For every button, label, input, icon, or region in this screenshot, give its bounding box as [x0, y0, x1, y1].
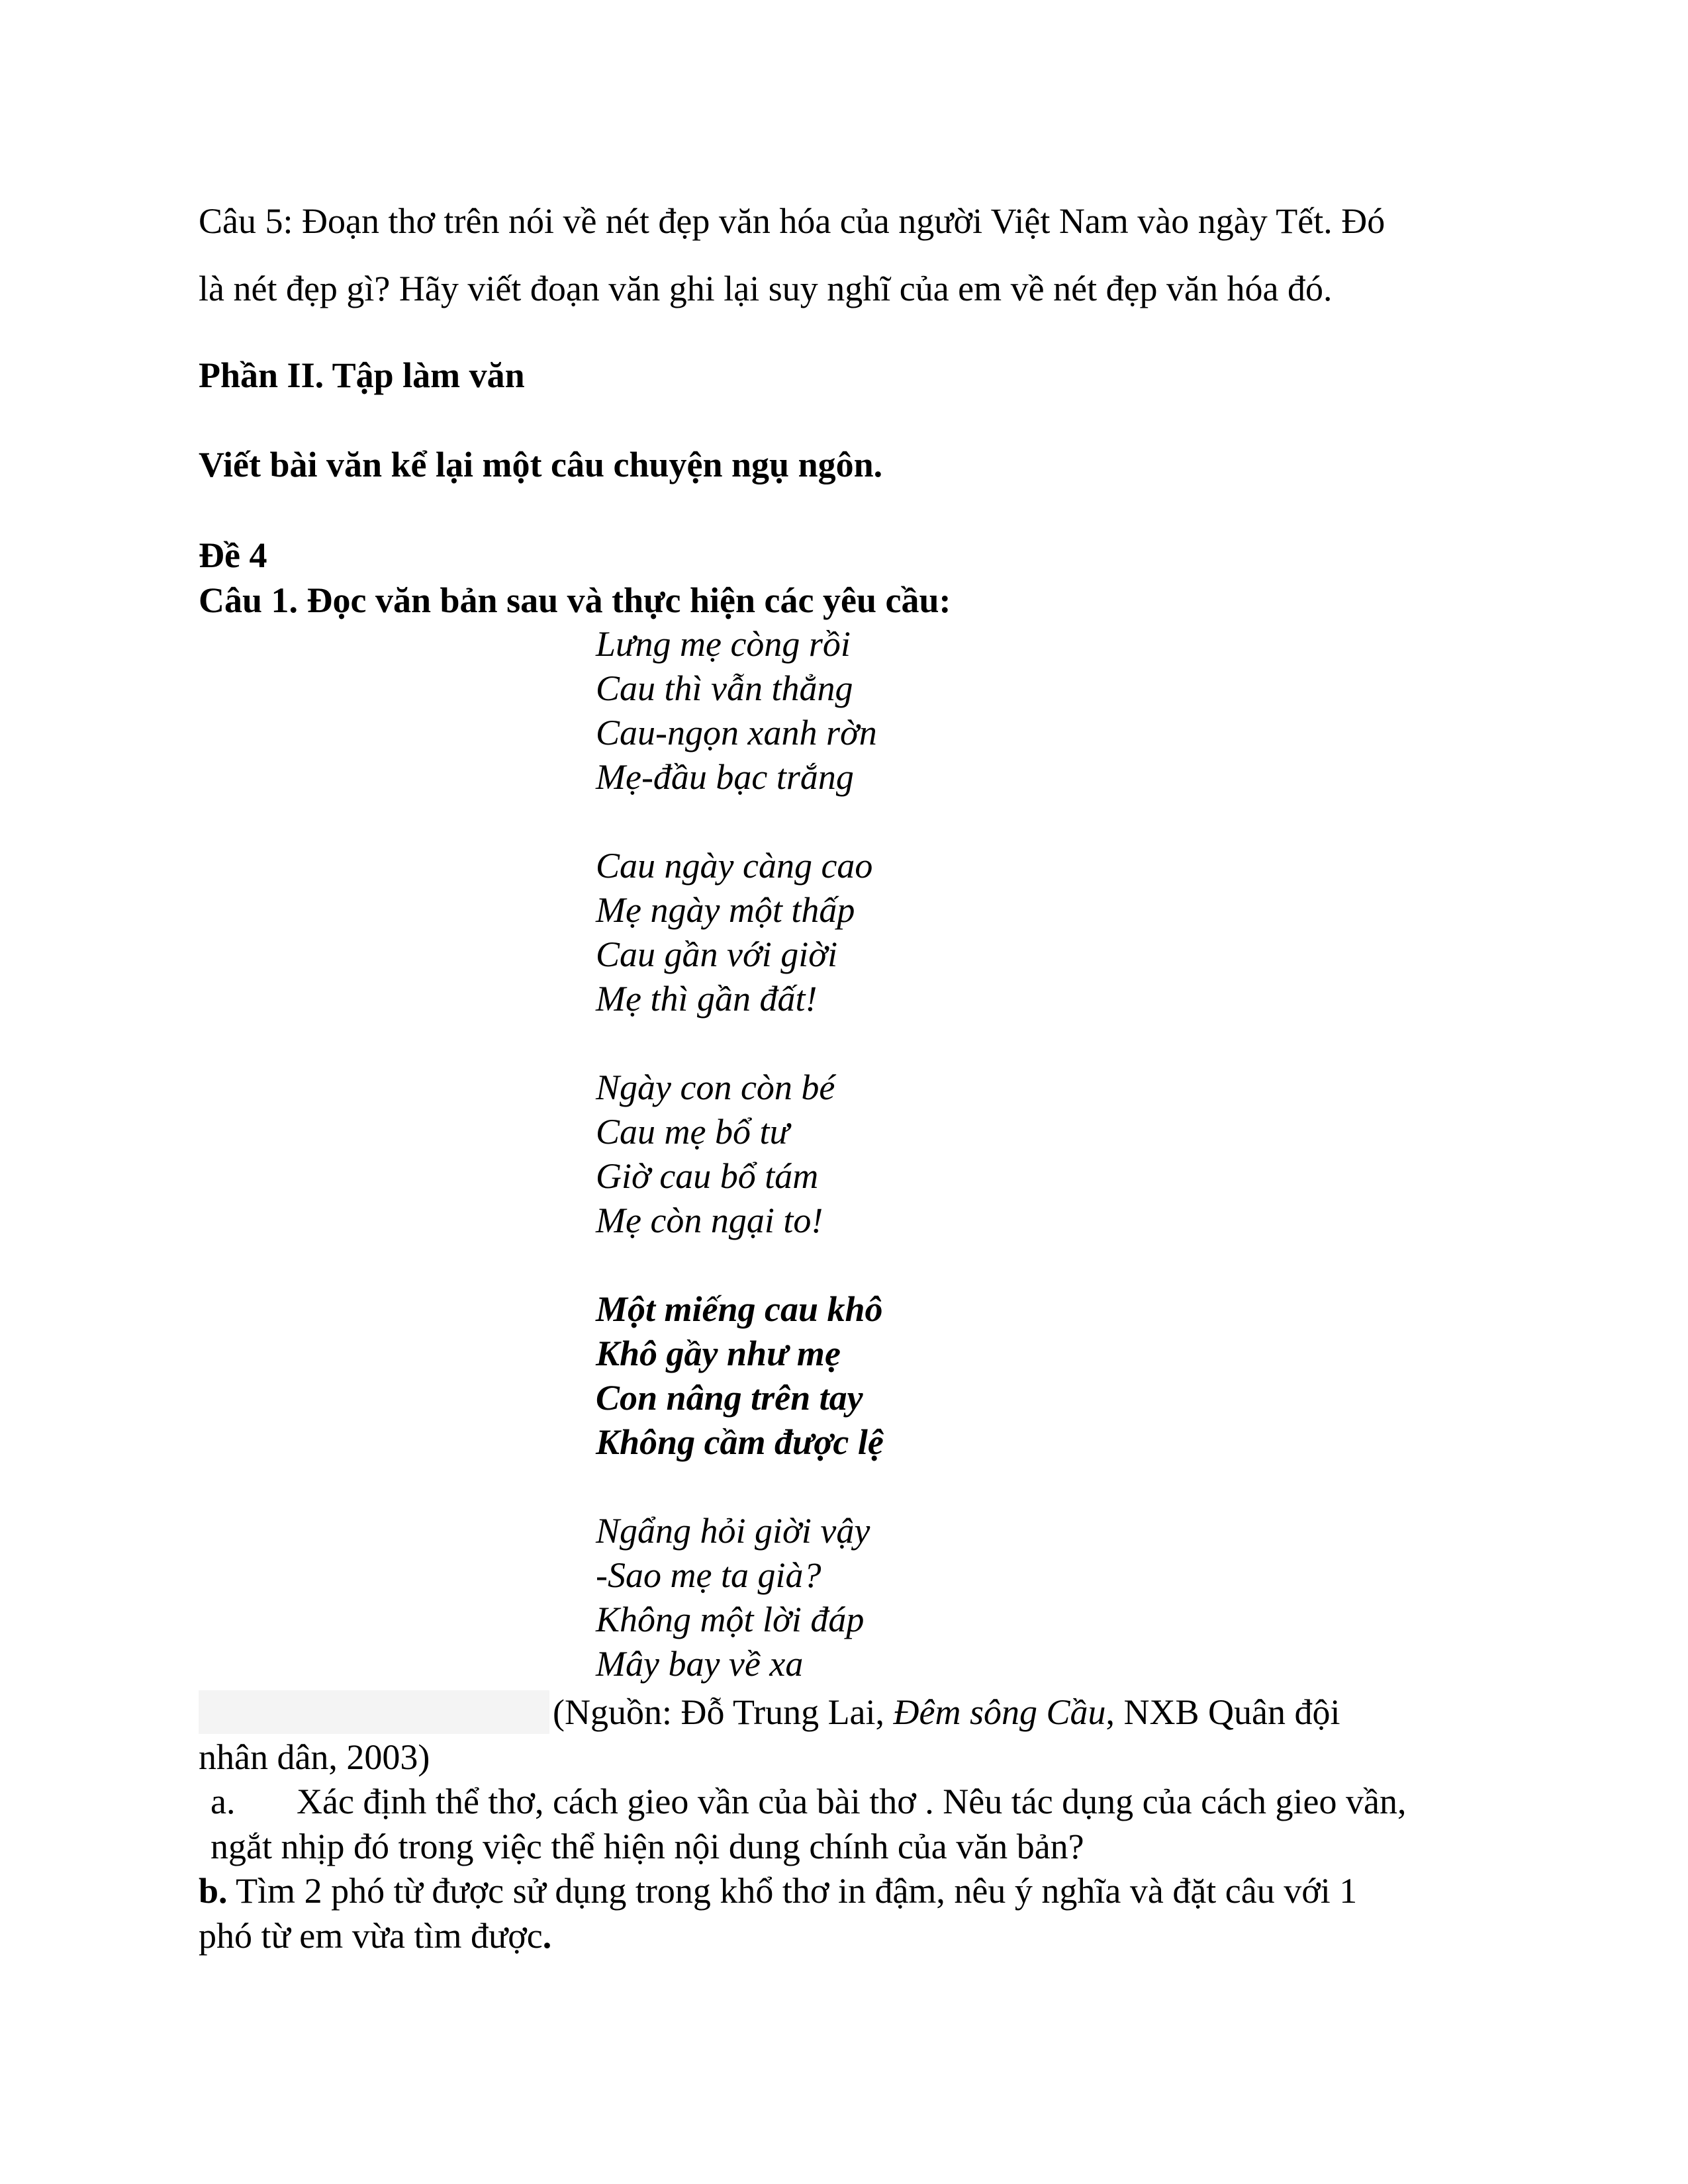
- source-prefix: (Nguồn: Đỗ Trung Lai,: [553, 1692, 894, 1732]
- question-b-marker: b.: [199, 1871, 228, 1911]
- question-b-line-1: [199, 1868, 1357, 1913]
- source-citation: [553, 1690, 1340, 1735]
- poem-line: Ngẩng hỏi giời vậy: [596, 1511, 870, 1551]
- source-suffix: , NXB Quân đội: [1105, 1692, 1340, 1732]
- question-a-marker: a.: [211, 1782, 236, 1821]
- poem-stanza-1: [596, 622, 877, 799]
- poem-line: Con nâng trên tay: [596, 1378, 863, 1418]
- poem-line: Lưng mẹ còng rồi: [596, 624, 851, 664]
- poem-line: Mẹ-đầu bạc trắng: [596, 757, 854, 797]
- poem-stanza-4-bold: [596, 1287, 884, 1465]
- question-b-text-2: phó từ em vừa tìm được: [199, 1916, 543, 1956]
- poem-line: Giờ cau bổ tám: [596, 1156, 819, 1196]
- poem-line: Không cầm được lệ: [596, 1422, 884, 1462]
- part2-task: Viết bài văn kể lại một câu chuyện ngụ ngôn.: [199, 445, 883, 484]
- poem-line: Cau ngày càng cao: [596, 846, 873, 886]
- shaded-indent: [199, 1690, 549, 1734]
- poem-line: Không một lời đáp: [596, 1600, 865, 1639]
- source-citation-line-2: nhân dân, 2003): [199, 1737, 430, 1777]
- question-b-text: Tìm 2 phó từ được sử dụng trong khổ thơ in đậm, nêu ý nghĩa và đặt câu với 1: [227, 1871, 1358, 1911]
- poem-line: Cau thì vẫn thẳng: [596, 668, 853, 708]
- poem-line: Ngày con còn bé: [596, 1068, 835, 1107]
- poem-line: Mẹ thì gần đất!: [596, 979, 818, 1019]
- question-a-line-2: ngắt nhịp đó trong việc thể hiện nội dung chính của văn bản?: [211, 1827, 1084, 1866]
- poem-line: Cau-ngọn xanh rờn: [596, 713, 877, 752]
- source-title: Đêm sông Cầu: [893, 1692, 1106, 1732]
- cau5-line-1: Câu 5: Đoạn thơ trên nói về nét đẹp văn hóa của người Việt Nam vào ngày Tết. Đó: [199, 201, 1385, 241]
- poem-stanza-5: [596, 1509, 870, 1686]
- poem-line: Một miếng cau khô: [596, 1289, 883, 1329]
- de4-heading: Đề 4: [199, 535, 267, 575]
- question-b-period: .: [542, 1916, 552, 1956]
- cau5-line-2: là nét đẹp gì? Hãy viết đoạn văn ghi lại suy nghĩ của em về nét đẹp văn hóa đó.: [199, 269, 1333, 308]
- question-1-heading: Câu 1. Đọc văn bản sau và thực hiện các yêu cầu:: [199, 580, 951, 620]
- poem-line: Mẹ còn ngại to!: [596, 1201, 823, 1240]
- poem-stanza-2: [596, 844, 872, 1021]
- part2-heading: Phần II. Tập làm văn: [199, 355, 525, 395]
- poem-line: Cau gần với giời: [596, 934, 838, 974]
- poem-line: -Sao mẹ ta già?: [596, 1555, 821, 1595]
- poem-line: Cau mẹ bổ tư: [596, 1112, 789, 1152]
- poem-stanza-3: [596, 1066, 835, 1243]
- poem-line: Mây bay về xa: [596, 1644, 804, 1684]
- poem-line: Khô gầy như mẹ: [596, 1334, 841, 1373]
- question-b-line-2: [199, 1913, 551, 1958]
- question-a-line-1: Xác định thể thơ, cách gieo vần của bài thơ . Nêu tác dụng của cách gieo vần,: [297, 1782, 1407, 1821]
- poem-line: Mẹ ngày một thấp: [596, 890, 855, 930]
